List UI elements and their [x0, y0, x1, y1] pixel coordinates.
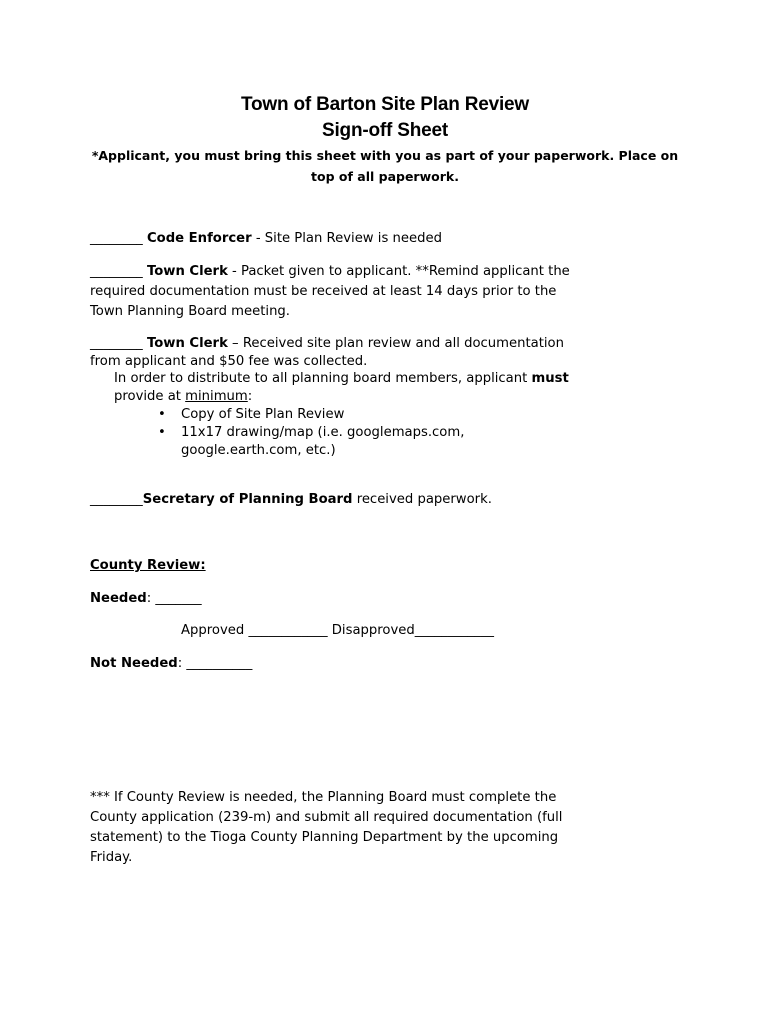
requirement-text: Copy of Site Plan Review	[181, 407, 345, 422]
role-label: Town Clerk	[146, 336, 228, 351]
needed-blank: : _______	[146, 591, 202, 606]
approval-line	[181, 623, 494, 638]
document-title: Town of Barton Site Plan Review	[241, 94, 529, 115]
needed-label: Needed	[90, 591, 147, 606]
town-clerk-received-step	[90, 335, 590, 371]
disapproved-label: Disapproved	[331, 623, 415, 638]
signoff-blank: ________	[90, 492, 143, 507]
role-label: Secretary of Planning Board	[142, 492, 353, 507]
step-text: – Received site plan review and all documentation from applicant and $50 fee was collected.	[90, 336, 564, 369]
step-text: received paperwork.	[352, 492, 492, 507]
not-needed-blank: : __________	[177, 656, 253, 671]
bullet-icon: •	[158, 425, 166, 440]
bullet-icon: •	[158, 407, 166, 422]
signoff-blank: ________	[90, 264, 143, 279]
town-clerk-packet-step	[90, 262, 590, 322]
list-item	[158, 406, 558, 424]
county-review-footnote: *** If County Review is needed, the Planning Board must complete the County application (239-m) and submit all required documentation (full statement) to the Tioga County Planning Department by the upcoming Friday.	[90, 790, 563, 865]
county-review-heading: County Review:	[90, 558, 206, 573]
step-text: - Site Plan Review is needed	[251, 231, 442, 246]
list-item	[158, 424, 558, 460]
not-needed-label: Not Needed	[90, 656, 178, 671]
secretary-step	[90, 490, 590, 510]
document-subtitle: Sign-off Sheet	[322, 120, 448, 141]
minimum-emphasis: minimum	[185, 389, 248, 404]
signoff-blank: ________	[90, 231, 143, 246]
requirements-list	[158, 406, 558, 460]
role-label: Code Enforcer	[146, 231, 252, 246]
must-emphasis: must	[531, 371, 569, 386]
role-label: Town Clerk	[146, 264, 228, 279]
needed-line	[90, 591, 202, 606]
not-needed-line	[90, 656, 252, 671]
approved-blank: ____________	[244, 623, 332, 638]
distribution-text: provide at	[114, 389, 186, 404]
requirement-text: 11x17 drawing/map (i.e. googlemaps.com, google.earth.com, etc.)	[181, 425, 465, 458]
applicant-note: *Applicant, you must bring this sheet with you as part of your paperwork. Place on top of all paperwork.	[91, 148, 679, 184]
disapproved-blank: ____________	[414, 623, 494, 638]
distribution-text: :	[247, 389, 253, 404]
approved-label: Approved	[181, 623, 245, 638]
distribution-text: In order to distribute to all planning board members, applicant	[114, 371, 532, 386]
distribution-instructions	[114, 370, 584, 406]
step-text: - Packet given to applicant. **Remind applicant the required documentation must be received at least 14 days prior to the Town Planning Board meeting.	[90, 264, 570, 319]
signoff-blank: ________	[90, 336, 143, 351]
code-enforcer-step	[90, 229, 590, 249]
